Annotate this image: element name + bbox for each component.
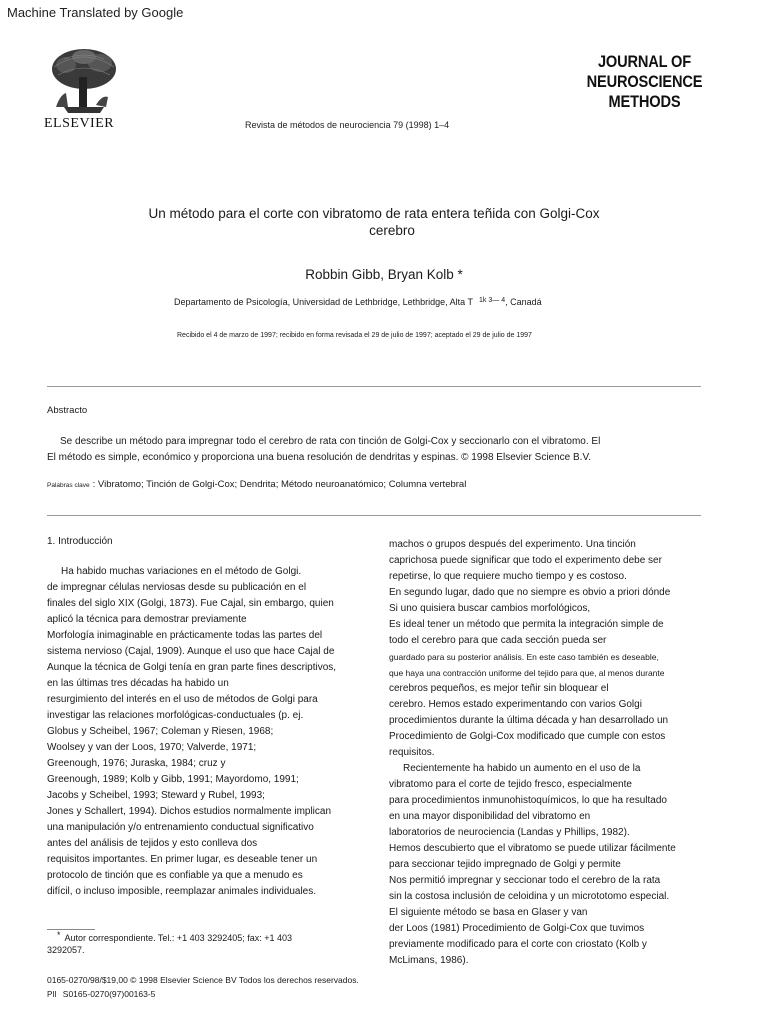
translation-banner: Machine Translated by Google (7, 5, 184, 20)
body-line: Greenough, 1976; Juraska, 1984; cruz y (47, 758, 226, 769)
body-line: antes del análisis de tejidos y esto conlleva dos (47, 838, 258, 849)
body-line: para seccionar tejido impregnado de Golgi y permite (389, 859, 621, 870)
body-line: En segundo lugar, dado que no siempre es obvio a priori dónde (389, 587, 671, 598)
body-line: aplicó la técnica para demostrar previamente (47, 614, 247, 625)
body-line: protocolo de tinción que es confiable ya que a menudo es (47, 870, 303, 881)
body-line: Jacobs y Scheibel, 1993; Steward y Rubel, 1993; (47, 790, 265, 801)
abstract-line: El método es simple, económico y proporciona una buena resolución de dendritas y espinas. © 1998 Elsevier Science B.V. (47, 452, 591, 463)
abstract-heading: Abstracto (47, 405, 88, 416)
body-line: Si uno quisiera buscar cambios morfológicos, (389, 603, 591, 614)
received-dates: Recibido el 4 de marzo de 1997; recibido en forma revisada el 29 de julio de 1997; aceptado el 29 de julio de 1997 (177, 332, 532, 339)
abstract-line: Se describe un método para impregnar todo el cerebro de rata con tinción de Golgi-Cox y seccionarlo con el vibratomo. El (60, 436, 601, 447)
pii-value: S0165-0270(97)00163-5 (62, 989, 156, 999)
journal-title-line: METHODS (608, 92, 681, 111)
affiliation (174, 297, 542, 307)
journal-reference: Revista de métodos de neurociencia 79 (1998) 1–4 (245, 120, 450, 130)
body-line: una manipulación y/o entrenamiento conductual significativo (47, 822, 314, 833)
body-line: sin la costosa inclusión de celoidina y un micrototomo especial. (389, 891, 670, 902)
body-line: de impregnar células nerviosas desde su publicación en el (47, 582, 307, 593)
footnote-marker: * (57, 930, 61, 940)
body-line: Morfología inimaginable en prácticamente todas las partes del (47, 630, 323, 641)
body-line: cerebro. Hemos estado experimentando con varios Golgi (389, 699, 642, 710)
body-line: todo el cerebro para que cada sección pueda ser (389, 635, 607, 646)
article-title-line: cerebro (369, 223, 415, 238)
body-line: requisitos. (389, 747, 435, 758)
body-line: Globus y Scheibel, 1967; Coleman y Riesen, 1968; (47, 726, 274, 737)
pii-label: PII (47, 990, 57, 999)
body-line: Aunque la técnica de Golgi tenía en gran parte fines descriptivos, (47, 662, 337, 673)
body-line: previamente modificado para el corte con criostato (Kolb y (389, 939, 647, 950)
body-line: der Loos (1981) Procedimiento de Golgi-Cox que tuvimos (389, 923, 645, 934)
body-line: McLimans, 1986). (389, 955, 469, 966)
divider (47, 515, 701, 516)
body-line: para procedimientos inmunohistoquímicos, lo que ha resultado (389, 795, 667, 806)
footnote-line: Autor correspondiente. Tel.: +1 403 3292405; fax: +1 403 (64, 933, 293, 943)
body-line: laboratorios de neurociencia (Landas y Phillips, 1982). (389, 827, 630, 838)
body-line: El siguiente método se basa en Glaser y van (389, 907, 588, 918)
body-line: requisitos importantes. En primer lugar, es deseable tener un (47, 854, 318, 865)
article-title (0, 206, 768, 221)
body-line: Procedimiento de Golgi-Cox modificado que cumple con estos (389, 731, 666, 742)
body-line: cerebros pequeños, es mejor teñir sin bloquear el (389, 683, 609, 694)
body-line: Greenough, 1989; Kolb y Gibb, 1991; Mayordomo, 1991; (47, 774, 299, 785)
article-title-cont (0, 223, 768, 238)
body-line: resurgimiento del interés en el uso de métodos de Golgi para (47, 694, 318, 705)
affiliation-country: , Canadá (505, 297, 542, 307)
body-line: Hemos descubierto que el vibratomo se puede utilizar fácilmente (389, 843, 676, 854)
body-line: Woolsey y van der Loos, 1970; Valverde, 1971; (47, 742, 257, 753)
right-column (389, 537, 719, 969)
footnote (47, 929, 347, 956)
keywords-label: Palabras clave (47, 482, 90, 489)
body-line: procedimientos durante la última década y han desarrollado un (389, 715, 669, 726)
body-line: difícil, o incluso imposible, reemplazar animales individuales. (47, 886, 317, 897)
copyright-line: 0165-0270/98/$19,00 © 1998 Elsevier Science BV Todos los derechos reservados. (47, 975, 359, 985)
left-column (47, 534, 357, 900)
body-line: que haya una contracción uniforme del tejido para que, al menos durante (389, 668, 665, 678)
body-line: machos o grupos después del experimento. Una tinción (389, 539, 636, 550)
body-line: repetirse, lo que requiere mucho tiempo y es costoso. (389, 571, 627, 582)
body-line: Jones y Schallert, 1994). Dichos estudios normalmente implican (47, 806, 332, 817)
abstract-body (47, 434, 687, 466)
body-line: investigar las relaciones morfológicas-conductuales (p. ej. (47, 710, 304, 721)
article-title-line: Un método para el corte con vibratomo de rata entera teñida con Golgi-Cox (148, 206, 600, 221)
body-line: Recientemente ha habido un aumento en el uso de la (403, 763, 641, 774)
journal-title-line: NEUROSCIENCE (586, 72, 703, 91)
body-line: caprichosa puede significar que todo el experimento debe ser (389, 555, 662, 566)
publisher-name: ELSEVIER (44, 116, 115, 131)
body-line: Ha habido muchas variaciones en el método de Golgi. (61, 566, 302, 577)
keywords (47, 479, 466, 490)
body-line: sistema nervioso (Cajal, 1909). Aunque el uso que hace Cajal de (47, 646, 335, 657)
postal-code: 1k 3— 4 (479, 297, 506, 304)
pii-line (47, 989, 155, 999)
section-heading: 1. Introducción (47, 536, 113, 547)
body-line: Nos permitió impregnar y seccionar todo el cerebro de la rata (389, 875, 661, 886)
body-line: finales del siglo XIX (Golgi, 1873). Fue Cajal, sin embargo, quien (47, 598, 334, 609)
affiliation-text: Departamento de Psicología, Universidad de Lethbridge, Lethbridge, Alta T (174, 297, 474, 307)
body-line: Es ideal tener un método que permita la integración simple de (389, 619, 664, 630)
body-line: en las últimas tres décadas ha habido un (47, 678, 229, 689)
divider (47, 386, 701, 387)
journal-title-logo (586, 52, 703, 112)
authors: Robbin Gibb, Bryan Kolb * (305, 267, 463, 282)
body-line: vibratomo para el corte de tejido fresco, especialmente (389, 779, 632, 790)
footnote-line: 3292057. (47, 945, 85, 955)
keywords-list: : Vibratomo; Tinción de Golgi-Cox; Dendrita; Método neuroanatómico; Columna vertebral (92, 479, 467, 490)
journal-title-line: JOURNAL OF (597, 52, 692, 71)
body-line: guardado para su posterior análisis. En este caso también es deseable, (389, 652, 659, 662)
body-line: en una mayor disponibilidad del vibratomo en (389, 811, 591, 822)
